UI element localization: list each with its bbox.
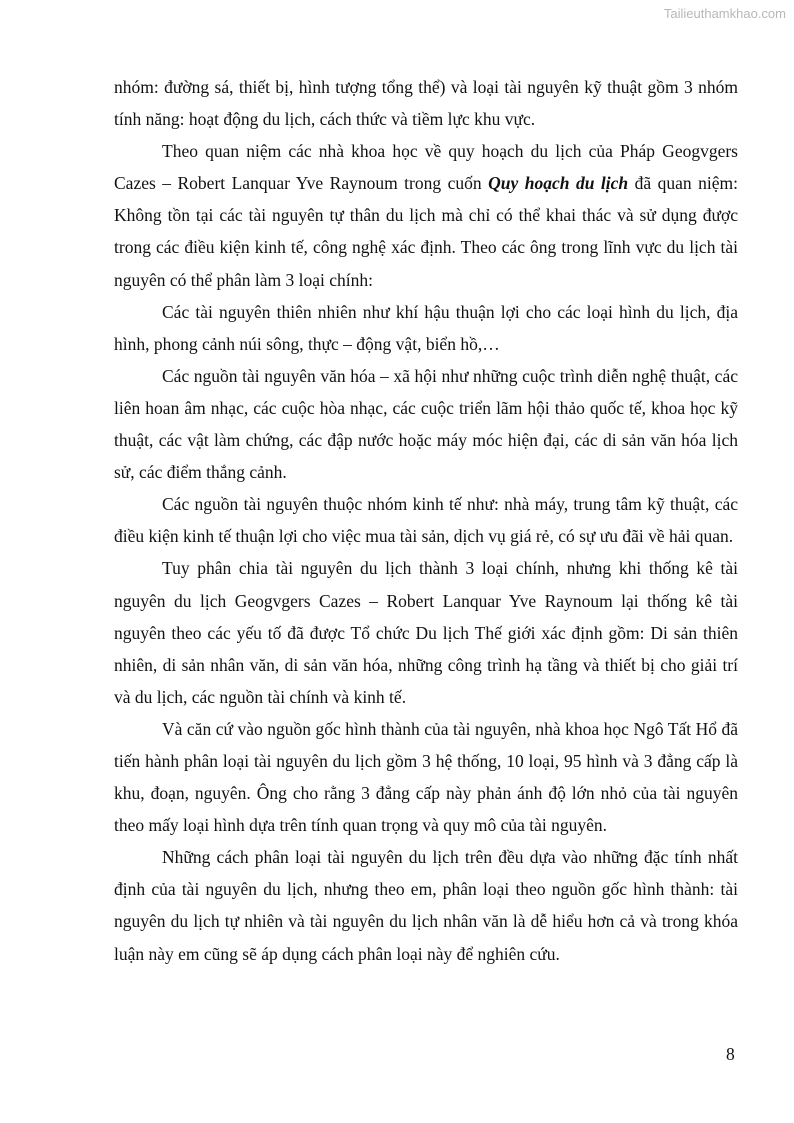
paragraph-conclusion: Những cách phân loại tài nguyên du lịch trên đều dựa vào những đặc tính nhất định của tài nguyên du lịch, nhưng theo em, phân loại theo nguồn gốc hình thành: tài nguyên du lịch tự nhiên và tài nguyên du lịch nhân văn là dễ hiểu hơn cả và trong khóa luận này em cũng sẽ áp dụng cách phân loại này để nghiên cứu.: [114, 847, 738, 964]
paragraph-text: đã quan niệm: Không tồn tại các tài nguyên tự thân du lịch mà chỉ có thể khai thác và sử dụng được trong các điều kiện kinh tế, công nghệ xác định. Theo các ông trong lĩnh vực du lịch tài nguyên có thể phân làm 3 loại chính:: [114, 173, 739, 290]
paragraph-french-scholars: [114, 135, 738, 295]
document-body: [114, 71, 738, 970]
paragraph-natural-resources: Các tài nguyên thiên nhiên như khí hậu thuận lợi cho các loại hình du lịch, địa hình, phong cảnh núi sông, thực – động vật, biển hồ,…: [114, 301, 738, 354]
paragraph-ngo-tat-ho: Và căn cứ vào nguồn gốc hình thành của tài nguyên, nhà khoa học Ngô Tất Hổ đã tiến hành phân loại tài nguyên du lịch gồm 3 hệ thống, 10 loại, 95 hình và 3 đẳng cấp là khu, đoạn, nguyên. Ông cho rằng 3 đẳng cấp này phản ánh độ lớn nhỏ của tài nguyên theo mấy loại hình dựa trên tính quan trọng và quy mô của tài nguyên.: [114, 718, 738, 836]
paragraph-continuation: nhóm: đường sá, thiết bị, hình tượng tổng thể) và loại tài nguyên kỹ thuật gồm 3 nhóm tính năng: hoạt động du lịch, cách thức và tiềm lực khu vực.: [114, 77, 738, 130]
book-title: Quy hoạch du lịch: [488, 173, 629, 194]
paragraph-wto-classification: Tuy phân chia tài nguyên du lịch thành 3 loại chính, nhưng khi thống kê tài nguyên du lịch Geogvgers Cazes – Robert Lanquar Yve Raynoum lại thống kê tài nguyên theo các yếu tố đã được Tổ chức Du lịch Thế giới xác định gồm: Di sản thiên nhiên, di sản nhân văn, di sản văn hóa, những công trình hạ tầng và thiết bị cho giải trí và du lịch, các nguồn tài chính và kinh tế.: [114, 558, 738, 707]
watermark-text: Tailieuthamkhao.com: [663, 6, 786, 21]
paragraph-cultural-resources: Các nguồn tài nguyên văn hóa – xã hội như những cuộc trình diễn nghệ thuật, các liên hoan âm nhạc, các cuộc hòa nhạc, các cuộc triển lãm hội thảo quốc tế, khoa học kỹ thuật, các vật làm chứng, các đập nước hoặc máy móc hiện đại, các di sản văn hóa lịch sử, các điểm thắng cảnh.: [114, 365, 738, 483]
paragraph-text: Theo quan niệm các nhà khoa học về quy hoạch du lịch của Pháp Geogvgers Cazes – Robert Lanquar Yve Raynoum trong cuốn: [114, 141, 738, 194]
page-number: 8: [726, 1044, 735, 1064]
paragraph-economic-resources: Các nguồn tài nguyên thuộc nhóm kinh tế như: nhà máy, trung tâm kỹ thuật, các điều kiện kinh tế thuận lợi cho việc mua tài sản, dịch vụ giá rẻ, có sự ưu đãi về hải quan.: [114, 494, 738, 547]
